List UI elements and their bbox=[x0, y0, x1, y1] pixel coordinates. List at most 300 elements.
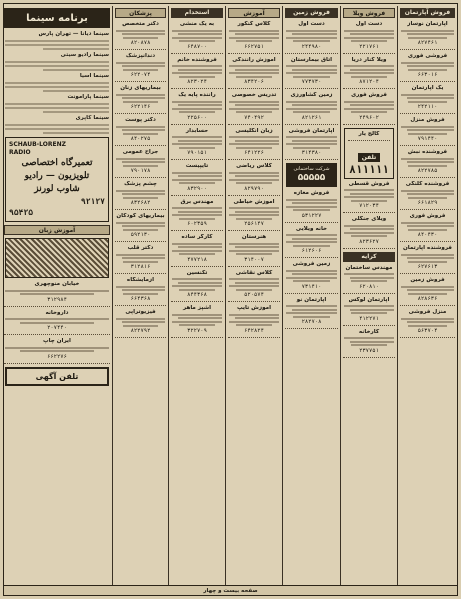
ad-phone: ۸۲۳۶۲۷ bbox=[359, 238, 379, 245]
ad-title: آپارتمان نو bbox=[296, 296, 327, 303]
text-line bbox=[172, 285, 222, 287]
classified-ad bbox=[228, 57, 280, 90]
text-line bbox=[172, 108, 222, 110]
ad-title: آشپز ماهر bbox=[182, 305, 212, 311]
text-line bbox=[401, 318, 454, 320]
ad-phone: ۶۰۲۳۵۹ bbox=[187, 221, 207, 227]
classified-ad bbox=[285, 21, 338, 54]
text-line bbox=[235, 33, 279, 35]
classified-ad bbox=[343, 329, 395, 358]
ad-title: فیزیوتراپی bbox=[125, 309, 156, 315]
text-line bbox=[292, 140, 337, 142]
text-line bbox=[43, 132, 109, 134]
text-line bbox=[408, 133, 447, 135]
classified-ad bbox=[228, 92, 280, 125]
column-villas bbox=[340, 6, 397, 593]
ad-title: فروشنده خانم bbox=[177, 56, 217, 63]
ad-title: دست اول bbox=[298, 21, 325, 27]
ad-phone: ۸۳۲۶۸۲ bbox=[130, 200, 151, 206]
text-line bbox=[229, 207, 279, 209]
text-line bbox=[122, 193, 165, 195]
text-line bbox=[408, 261, 447, 263]
text-line bbox=[116, 286, 165, 288]
text-line bbox=[236, 40, 272, 42]
ad-phone: ۲۲۵۶۰۰ bbox=[187, 114, 207, 121]
ad-line-2: تلویزیون — رادیو bbox=[24, 171, 90, 181]
classified-ad bbox=[115, 245, 166, 274]
ad-title: بیماریهای کودکان bbox=[116, 213, 165, 219]
text-line bbox=[344, 72, 394, 74]
text-line bbox=[123, 197, 159, 199]
ad-phone: ۶۶۲۲۷۶ bbox=[47, 353, 67, 360]
repair-shop-ad bbox=[5, 137, 109, 222]
classified-ad bbox=[285, 92, 338, 125]
text-line bbox=[344, 196, 394, 198]
text-line bbox=[178, 317, 222, 319]
text-line bbox=[407, 97, 454, 99]
ad-number: ۵۵۵۵۵ bbox=[297, 173, 326, 183]
ad-title: کلاس نقاشی bbox=[235, 269, 273, 276]
text-line bbox=[408, 37, 447, 39]
text-line bbox=[229, 250, 279, 252]
column-apartments bbox=[397, 6, 457, 593]
ad-title: کلاس ریاضی bbox=[236, 163, 272, 169]
ad-phone: ۸۳۲۹۰۰ bbox=[187, 185, 207, 192]
text-line bbox=[408, 101, 447, 103]
text-line bbox=[286, 30, 337, 32]
ad-phone: ۷۷۳۷۳۰ bbox=[301, 79, 322, 85]
classified-ad bbox=[285, 226, 338, 259]
text-line bbox=[401, 286, 454, 288]
text-line bbox=[286, 270, 337, 272]
ad-title: تدریس خصوصی bbox=[231, 92, 277, 98]
text-line bbox=[172, 314, 222, 316]
ad-phone: ۳۱۴۳۸۰ bbox=[301, 150, 322, 156]
ad-phone: ۲۲۱۷۶۱ bbox=[359, 43, 379, 50]
ad-line-3: شاوب لورنز bbox=[34, 184, 80, 194]
ad-phone-box bbox=[5, 367, 109, 386]
classified-ad bbox=[228, 21, 280, 54]
text-line bbox=[116, 94, 165, 96]
classified-ad bbox=[115, 117, 166, 146]
text-line bbox=[293, 245, 330, 247]
text-line bbox=[286, 72, 337, 74]
text-line bbox=[178, 282, 222, 284]
text-line bbox=[122, 225, 165, 227]
text-line bbox=[123, 229, 159, 231]
ad-phone: ۲۴۲۱۱۰ bbox=[417, 104, 438, 110]
text-line bbox=[229, 37, 279, 39]
text-line bbox=[350, 341, 394, 343]
ad-phone: ۳۱۴۰۰۷ bbox=[244, 256, 264, 263]
ad-phone: ۷۱۲۰۳۴ bbox=[359, 203, 379, 209]
text-line bbox=[178, 246, 222, 248]
text-line bbox=[407, 65, 454, 67]
text-line bbox=[122, 321, 165, 323]
text-line bbox=[5, 82, 109, 84]
classified-ad bbox=[115, 21, 166, 50]
ad-phone: ۵۹۲۱۳۰ bbox=[130, 232, 151, 238]
text-line bbox=[408, 229, 447, 231]
text-line bbox=[286, 37, 337, 39]
section-header: آموزش زبان bbox=[4, 225, 110, 235]
text-line bbox=[286, 305, 337, 307]
classified-ad bbox=[171, 163, 223, 196]
ad-title: زبان انگلیسی bbox=[235, 127, 273, 134]
ad-phone: ۵۶۳۷۰۴ bbox=[417, 328, 438, 334]
classified-ad bbox=[400, 149, 455, 178]
classified-ad bbox=[115, 277, 166, 306]
text-line bbox=[408, 197, 447, 199]
text-line bbox=[5, 65, 109, 67]
classified-ad bbox=[400, 117, 455, 146]
ad-title: داروخانه bbox=[45, 309, 69, 316]
text-line bbox=[235, 317, 279, 319]
cinema-name: سینما رادیو سیتی bbox=[60, 52, 109, 58]
ad-title: فروش فوری bbox=[409, 213, 446, 219]
classified-ad bbox=[400, 21, 455, 50]
ad-title: راننده پایه یک bbox=[178, 92, 216, 98]
text-line bbox=[229, 214, 279, 216]
ad-phone: ۸۷۱۲۰۴ bbox=[359, 79, 379, 85]
section-header: فروش آپارتمان bbox=[400, 8, 455, 18]
text-line bbox=[172, 250, 222, 252]
classified-ad bbox=[400, 53, 455, 82]
ad-title: آپارتمان لوکس bbox=[348, 296, 390, 303]
text-line bbox=[123, 261, 159, 263]
ad-phone: ۸۲۲۷۹۲ bbox=[130, 328, 151, 334]
ad-phone: ۸۴۰۲۷۵ bbox=[130, 136, 151, 142]
ad-title: فروشی فوری bbox=[407, 53, 448, 59]
ad-phone: ۲۸۲۷۰۸ bbox=[301, 319, 322, 325]
text-line bbox=[350, 69, 394, 71]
ad-title: فروشنده کلنگی bbox=[405, 181, 450, 187]
phone-label: تلفن bbox=[358, 153, 380, 162]
ad-phone: ۲۳۷۷۵۱ bbox=[359, 347, 379, 354]
text-line bbox=[344, 337, 394, 339]
text-line bbox=[236, 111, 272, 113]
text-line bbox=[172, 214, 222, 216]
ad-phone: ۴۷۷۲۱۸ bbox=[187, 256, 207, 263]
cinema-name: سینما کاپری bbox=[75, 115, 109, 121]
text-line bbox=[5, 318, 109, 320]
ad-title: فروشنده آپارتمان bbox=[403, 245, 452, 251]
classified-ad bbox=[285, 261, 338, 294]
text-line bbox=[122, 129, 165, 131]
text-line bbox=[172, 243, 222, 245]
ad-title: کارخانه bbox=[358, 328, 380, 335]
text-line bbox=[408, 325, 447, 327]
text-line bbox=[350, 228, 394, 230]
text-line bbox=[293, 209, 330, 211]
ad-title: دکتر پوست bbox=[125, 117, 156, 123]
ad-title: دندانپزشک bbox=[125, 53, 156, 59]
ad-phone: ۸۲۰۸۷۸ bbox=[130, 40, 151, 46]
text-line bbox=[401, 254, 454, 256]
ad-phone: ۸۳۴۲۰۶ bbox=[244, 79, 264, 85]
text-line bbox=[292, 202, 337, 204]
brand-sub: RADIO bbox=[9, 149, 31, 156]
text-line bbox=[229, 243, 279, 245]
ad-title: فروش فوری bbox=[351, 92, 387, 98]
text-line bbox=[172, 72, 222, 74]
text-line bbox=[172, 136, 222, 138]
ad-title: آپارتمان نوساز bbox=[407, 21, 448, 27]
ad-phone: ۲۴۴۹۸۰ bbox=[301, 43, 322, 50]
cinema-name: سینما دیانا — تهران پارس bbox=[38, 31, 109, 37]
text-line bbox=[179, 218, 215, 220]
text-line bbox=[286, 234, 337, 236]
ad-title: فروش زمین bbox=[410, 277, 445, 283]
text-line bbox=[293, 316, 330, 318]
highlighted-ad bbox=[286, 163, 337, 187]
text-line bbox=[172, 143, 222, 145]
ad-phone: ۴۱۲۲۷۱ bbox=[359, 315, 379, 322]
classified-ad bbox=[400, 277, 455, 306]
text-line bbox=[5, 103, 109, 105]
text-line bbox=[116, 30, 165, 32]
classified-ad bbox=[228, 234, 280, 267]
text-line bbox=[344, 225, 394, 227]
text-line bbox=[172, 321, 222, 323]
text-line bbox=[43, 48, 109, 50]
ad-phone: ۲۴۹۶۰۲ bbox=[359, 114, 379, 121]
text-line bbox=[236, 182, 272, 184]
ad-phone: ۷۹۰۱۵۱ bbox=[187, 150, 207, 156]
classified-ad bbox=[343, 265, 395, 294]
text-line bbox=[20, 322, 94, 324]
text-line bbox=[407, 193, 454, 195]
text-line bbox=[229, 30, 279, 32]
ad-title: به یک منشی bbox=[179, 21, 215, 27]
phone-2: ۹۵۴۲۵ bbox=[9, 208, 34, 217]
text-line bbox=[292, 238, 337, 240]
ad-phone: ۵۳۱۲۲۷ bbox=[301, 212, 322, 219]
text-line bbox=[179, 111, 215, 113]
ad-title: ایران چاپ bbox=[43, 338, 71, 344]
text-line bbox=[172, 207, 222, 209]
text-line bbox=[401, 190, 454, 192]
ad-title: ویلا کنار دریا bbox=[351, 56, 387, 63]
ad-phone: ۶۲۷۶۱۳ bbox=[417, 264, 438, 270]
text-line bbox=[179, 76, 215, 78]
ad-title: حسابدار bbox=[185, 127, 209, 134]
phone-1: ۹۲۱۲۷ bbox=[80, 197, 105, 206]
text-line bbox=[407, 257, 454, 259]
text-line bbox=[5, 124, 109, 126]
classified-ad bbox=[171, 57, 223, 90]
text-line bbox=[172, 30, 222, 32]
text-line bbox=[122, 289, 165, 291]
text-line bbox=[229, 179, 279, 181]
text-line bbox=[43, 111, 109, 113]
text-line bbox=[293, 147, 330, 149]
classified-ad bbox=[400, 309, 455, 338]
ad-phone: ۸۲۸۶۳۶ bbox=[417, 296, 438, 302]
ad-title: آموزش خیاطی bbox=[233, 198, 275, 205]
text-line bbox=[351, 344, 387, 346]
column-jobs bbox=[168, 6, 225, 593]
ad-phone: ۸۴۰۴۳۰ bbox=[417, 232, 438, 238]
text-line bbox=[286, 65, 337, 67]
classified-ad bbox=[228, 270, 280, 303]
text-line bbox=[229, 143, 279, 145]
text-line bbox=[229, 314, 279, 316]
text-line bbox=[236, 324, 272, 326]
column-land bbox=[282, 6, 340, 593]
ad-title: مهندس ساختمان bbox=[345, 264, 393, 271]
ad-title: مهندس برق bbox=[180, 198, 214, 205]
ad-title: جراح عمومی bbox=[122, 149, 159, 155]
ad-title: آموزش رانندگی bbox=[232, 56, 276, 63]
text-line bbox=[229, 278, 279, 280]
text-line bbox=[350, 33, 394, 35]
text-line bbox=[235, 69, 279, 71]
classified-ad bbox=[228, 163, 280, 196]
ad-title: بیماریهای زنان bbox=[120, 85, 161, 91]
section-header: فروش زمین bbox=[285, 8, 338, 18]
column-cinema bbox=[2, 6, 112, 593]
text-line bbox=[407, 225, 454, 227]
text-line bbox=[5, 290, 109, 292]
ad-phone: ۸۲۳۰۲۴ bbox=[187, 79, 207, 85]
text-line bbox=[123, 69, 159, 71]
classified-ad bbox=[400, 181, 455, 210]
text-line bbox=[43, 90, 109, 92]
classified-ad bbox=[115, 53, 166, 82]
ad-phone: ۶۱۲۶۰۶ bbox=[301, 248, 322, 254]
text-line bbox=[116, 254, 165, 256]
text-line bbox=[229, 108, 279, 110]
ad-title: خانه ویلایی bbox=[295, 225, 328, 232]
ad-phone-title: تلفن آگهی bbox=[35, 371, 79, 381]
text-line bbox=[179, 324, 215, 326]
ad-title: دکتر متخصص bbox=[122, 21, 159, 27]
ad-title: کلاس کنکور bbox=[237, 21, 271, 27]
text-line bbox=[344, 273, 394, 275]
text-line bbox=[5, 128, 109, 130]
classified-ad bbox=[228, 305, 280, 338]
ad-phone: ۶۶۳۰۱۶ bbox=[417, 72, 438, 78]
text-line bbox=[122, 257, 165, 259]
section-header: فروش ویلا bbox=[343, 8, 395, 18]
text-line bbox=[122, 97, 165, 99]
text-line bbox=[5, 61, 109, 63]
text-line bbox=[178, 140, 222, 142]
box-title: کالج یار bbox=[358, 130, 380, 137]
classified-ad bbox=[400, 213, 455, 242]
phone-number: ۸۱۱۱۱۱ bbox=[349, 162, 389, 176]
classified-ad bbox=[228, 199, 280, 232]
ad-title: آپارتمان فروشی bbox=[288, 127, 335, 134]
text-line bbox=[20, 350, 94, 352]
text-line bbox=[293, 76, 330, 78]
ad-caption: شرکت ساختمانی bbox=[293, 166, 330, 172]
text-line bbox=[172, 278, 222, 280]
classified-ad bbox=[4, 310, 110, 336]
ad-title: خیابان منوچهری bbox=[34, 281, 80, 287]
text-line bbox=[122, 161, 165, 163]
ad-phone: ۶۴۸۷۰۰ bbox=[187, 43, 207, 50]
ad-phone: ۳۱۲۸۱۶ bbox=[130, 264, 151, 270]
text-line bbox=[292, 273, 337, 275]
classified-ad bbox=[285, 297, 338, 330]
ad-title: دکتر قلب bbox=[127, 245, 154, 251]
section-header: پزشکان bbox=[115, 8, 166, 18]
text-line bbox=[351, 40, 387, 42]
classified-ad bbox=[343, 181, 395, 214]
ad-phone: ۶۲۰۸۱۰ bbox=[359, 283, 379, 290]
ad-phone: ۶۲۲۰۷۴ bbox=[130, 72, 151, 78]
classified-ad bbox=[115, 213, 166, 242]
ad-title: کارگر ساده bbox=[181, 234, 213, 240]
text-line bbox=[236, 253, 272, 255]
text-line bbox=[123, 101, 159, 103]
classified-ad bbox=[228, 128, 280, 161]
text-line bbox=[292, 33, 337, 35]
phone-box bbox=[344, 128, 394, 179]
ad-title: فروشنده نبش bbox=[407, 149, 448, 155]
text-line bbox=[236, 289, 272, 291]
text-line bbox=[178, 33, 222, 35]
classified-ad bbox=[400, 245, 455, 274]
text-line bbox=[123, 293, 159, 295]
text-line bbox=[229, 285, 279, 287]
classified-ad bbox=[171, 234, 223, 267]
ad-title: یک آپارتمان bbox=[411, 85, 444, 91]
text-line bbox=[122, 65, 165, 67]
text-line bbox=[172, 65, 222, 67]
ad-title: تایپیست bbox=[185, 163, 209, 169]
ad-phone: ۵۲۰۵۷۴ bbox=[244, 292, 264, 298]
ad-title: زمین فروشی bbox=[292, 261, 331, 267]
text-line bbox=[286, 241, 337, 243]
ad-title: منزل فروشی bbox=[408, 309, 447, 315]
classified-ad bbox=[343, 57, 395, 90]
text-line bbox=[229, 65, 279, 67]
text-line bbox=[235, 211, 279, 213]
classified-ad bbox=[115, 181, 166, 210]
text-line bbox=[344, 108, 394, 110]
text-line bbox=[235, 140, 279, 142]
classified-page bbox=[3, 3, 458, 596]
text-line bbox=[5, 44, 109, 46]
ad-phone: ۷۹۰۱۷۸ bbox=[130, 168, 151, 174]
text-line bbox=[344, 65, 394, 67]
text-line bbox=[235, 282, 279, 284]
text-line bbox=[293, 111, 330, 113]
text-line bbox=[401, 30, 454, 32]
text-line bbox=[286, 101, 337, 103]
text-line bbox=[122, 33, 165, 35]
ad-title: زمین کشاورزی bbox=[290, 92, 333, 98]
ad-phone: ۳۱۲۹۸۴ bbox=[47, 296, 67, 303]
text-line bbox=[172, 172, 222, 174]
ad-phone: ۸۴۴۳۶۸ bbox=[187, 292, 207, 298]
text-line bbox=[344, 189, 394, 191]
text-line bbox=[43, 69, 109, 71]
classified-ad bbox=[171, 21, 223, 54]
ad-title: آزمایشگاه bbox=[126, 277, 155, 283]
classified-ad bbox=[400, 85, 455, 114]
page-footer: صفحه بیست و چهار bbox=[4, 585, 457, 595]
ad-phone: ۸۲۷۴۶۱ bbox=[417, 40, 438, 46]
text-line bbox=[344, 37, 394, 39]
text-line bbox=[344, 305, 394, 307]
text-line bbox=[235, 246, 279, 248]
text-line bbox=[229, 72, 279, 74]
ad-phone: ۶۶۲۷۵۱ bbox=[244, 43, 264, 50]
